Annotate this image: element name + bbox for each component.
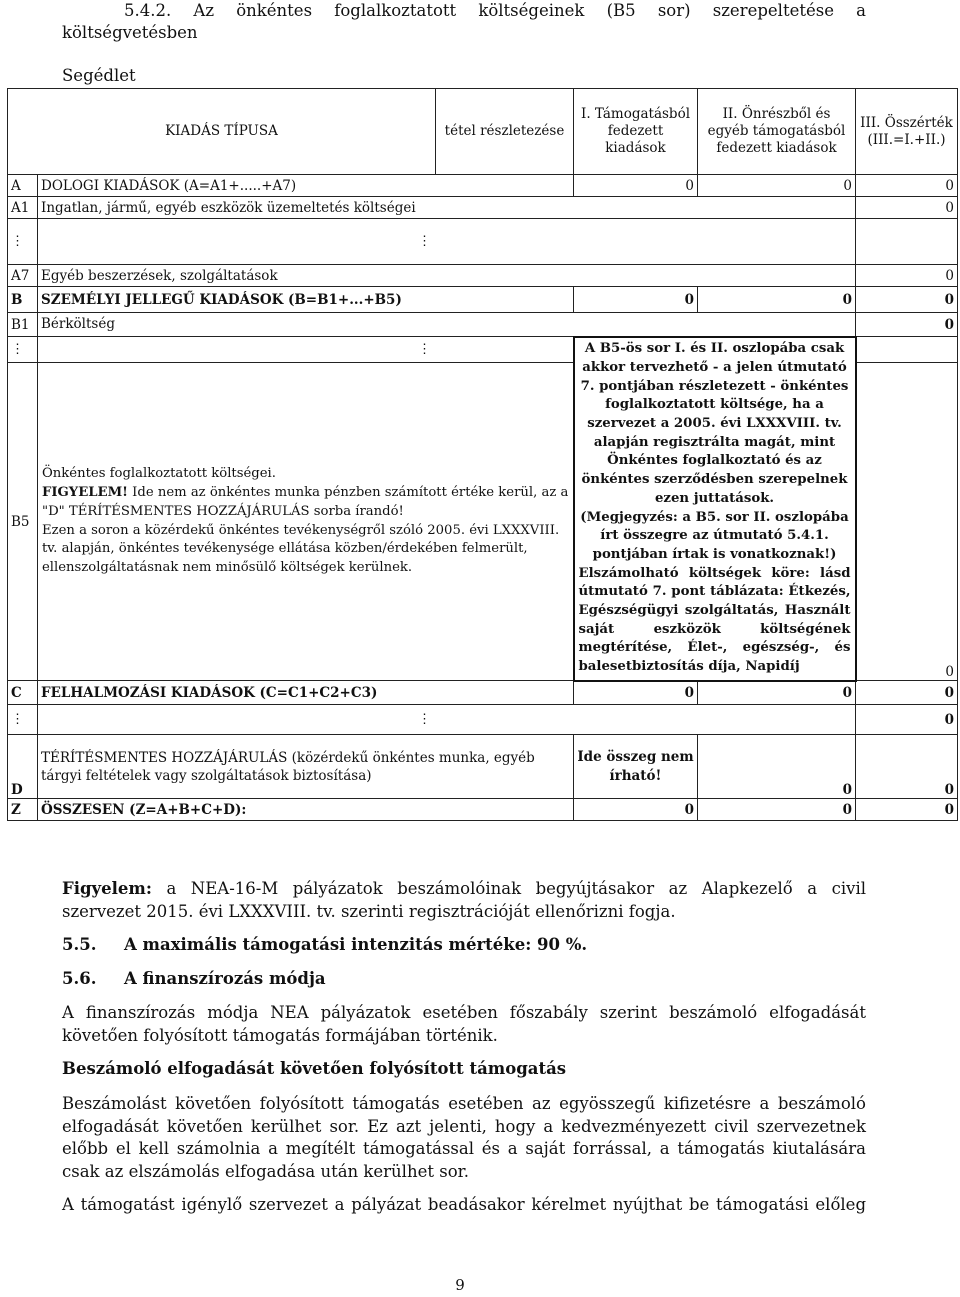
table-row [8,799,958,821]
b5-line-1: Önkéntes foglalkoztatott költségei. [42,466,276,482]
row-code: A1 [8,197,38,219]
header-detail: tétel részletezése [436,89,574,175]
paragraph-payment: Beszámolást követően folyósított támogatás esetében az egyösszegű kifizetésre a beszámoló elfogadását követően kerülhet sor. Ez azt jelenti, hogy a kedvezményezett civil szervezetnek előbb el kell számolnia a megítélt támogatással és a saját forrással, a támogatás kiutalására csak az elszámolás elfogadása után kerülhet sor. [62,1094,866,1181]
table-row [8,681,958,705]
table-row [8,175,958,197]
section-title: A finanszírozás módja [124,969,326,988]
row-label: Bérköltség [38,313,856,337]
row-code: C [8,681,38,705]
segedlet-label: Segédlet [62,66,136,85]
row-value-3: 0 [856,265,958,287]
row-code: Z [8,799,38,821]
b5-note-box [574,337,856,681]
b5-warning-text: Ide nem az önkéntes munka pénzben számított értéke kerül, az a "D" TÉRÍTÉSMENTES HOZZÁJÁRULÁS sorba írandó! [42,485,569,519]
table-row [8,197,958,219]
row-label: TÉRÍTÉSMENTES HOZZÁJÁRULÁS (közérdekű önkéntes munka, egyéb tárgyi feltételek vagy szolgáltatások biztosítása) [38,735,574,799]
row-value-3: 0 [856,705,958,735]
b5-line-3: Ezen a soron a közérdekű önkéntes tevékenységről szóló 2005. évi LXXXVIII. tv. alapján, önkéntes tevékenysége ellátása közben/érdekében felmerült, ellenszolgáltatásnak nem minősülő költségek kerülnek. [42,522,560,575]
row-code: ⋮ [8,337,38,363]
row-value-3: 0 [856,735,958,799]
row-label: SZEMÉLYI JELLEGŰ KIADÁSOK (B=B1+...+B5) [38,287,574,313]
table-row [8,705,958,735]
row-value-1: 0 [574,287,698,313]
header-col2: II. Önrészből és egyéb támogatásból fedezett kiadások [698,89,856,175]
row-code: A7 [8,265,38,287]
row-label: ⋮ [38,705,856,735]
row-code: A [8,175,38,197]
row-value-3: 0 [856,175,958,197]
paragraph-advance: A támogatást igénylő szervezet a pályázat beadásakor kérelmet nyújthat be támogatási előleg [62,1195,866,1214]
row-value-2: 0 [698,735,856,799]
row-label: ⋮ [38,219,856,265]
row-code: ⋮ [8,219,38,265]
section-number: 5.6. [62,969,97,988]
table-row [8,735,958,799]
row-label: ⋮ [38,337,574,363]
table-row [8,287,958,313]
row-value-1: 0 [574,681,698,705]
header-type: KIADÁS TÍPUSA [8,89,436,175]
row-label: ÖSSZESEN (Z=A+B+C+D): [38,799,574,821]
paragraph-finance: A finanszírozás módja NEA pályázatok esetében főszabály szerint beszámoló elfogadását követően folyósított támogatás formájában történik. [62,1003,866,1045]
section-number: 5.5. [62,935,97,954]
row-label: Egyéb beszerzések, szolgáltatások [38,265,856,287]
b5-note-remark: (Megjegyzés: a B5. sor II. oszlopába írt összegre az útmutató 5.4.1. pontjában írtak is vonatkoznak!) [580,509,849,562]
row-value-2: 0 [698,175,856,197]
table-row [8,219,958,265]
row-value-3: 0 [856,197,958,219]
row-value-3: 0 [856,799,958,821]
budget-table [7,88,958,821]
table-row [8,337,958,363]
subheading: Beszámoló elfogadását követően folyósított támogatás [62,1059,567,1078]
row-value-1: 0 [574,175,698,197]
figyelem-label: Figyelem: [62,879,152,898]
row-value-3: 0 [856,681,958,705]
section-5-5 [62,934,866,957]
section-heading: 5.4.2. Az önkéntes foglalkoztatott költségeinek (B5 sor) szerepeltetése a [124,1,866,20]
row-value-3: 0 [856,363,958,681]
header-col3: III. Összérték (III.=I.+II.) [856,89,958,175]
row-value-2: 0 [698,799,856,821]
row-code: B [8,287,38,313]
page-number: 9 [455,1276,465,1294]
table-header-row [8,89,958,175]
b5-warning: FIGYELEM! [42,485,128,501]
row-code: B5 [8,363,38,681]
row-value-3: 0 [856,313,958,337]
figyelem-paragraph [62,878,866,923]
row-code: D [8,735,38,799]
d-note: Ide összeg nem írható! [574,735,698,799]
section-title: A maximális támogatási intenzitás mértéke: 90 %. [124,935,588,954]
section-5-6 [62,968,866,991]
row-value-1: 0 [574,799,698,821]
b5-description [38,363,574,681]
section-heading-cont: költségvetésben [62,23,198,42]
row-label: FELHALMOZÁSI KIADÁSOK (C=C1+C2+C3) [38,681,574,705]
table-row [8,265,958,287]
row-label: DOLOGI KIADÁSOK (A=A1+.....+A7) [38,175,574,197]
b5-note-eligible: Elszámolható költségek köre: lásd útmutató 7. pont táblázata: Étkezés, Egészségügyi szolgáltatás, Használt saját eszközök költségének megtérítése, Élet-, egészség-, és balesetbiztosítás díja, Napidíj [578,565,851,675]
figyelem-text: a NEA-16-M pályázatok beszámolóinak begyújtásakor az Alapkezelő a civil szervezet 2015. évi LXXXVIII. tv. szerinti regisztrációját ellenőrizni fogja. [62,879,866,921]
row-code: B1 [8,313,38,337]
b5-note-main: A B5-ös sor I. és II. oszlopába csak akkor tervezhető - a jelen útmutató 7. pontjában részletezett - önkéntes foglalkoztatott költsége, ha a szervezet a 2005. évi LXXXVIII. tv. alapján regisztrálta magát, mint Önkéntes foglalkoztató és az önkéntes szerződésben szerepelnek ezen juttatások. [580,341,849,506]
row-label: Ingatlan, jármű, egyéb eszközök üzemeltetés költségei [38,197,856,219]
row-code: ⋮ [8,705,38,735]
row-value-2: 0 [698,287,856,313]
table-row [8,313,958,337]
row-value-3: 0 [856,287,958,313]
b5-line-2 [42,484,569,521]
header-col1: I. Támogatásból fedezett kiadások [574,89,698,175]
row-value-2: 0 [698,681,856,705]
